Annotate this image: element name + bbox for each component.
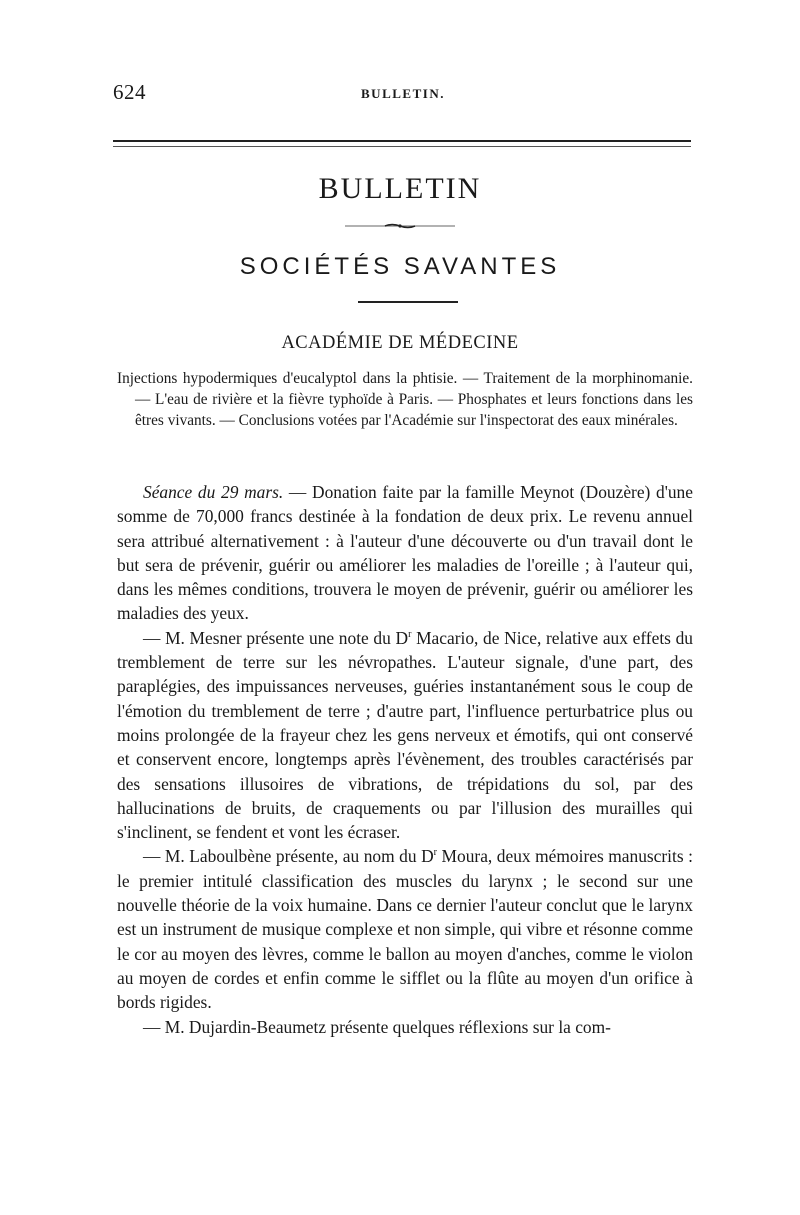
paragraph-dujardin: — M. Dujardin-Beaumetz présente quelques réflexions sur la com- <box>143 1016 611 1037</box>
paragraph-mesner <box>117 626 693 845</box>
paragraph-seance <box>117 480 693 626</box>
section-title: SOCIÉTÉS SAVANTES <box>239 253 561 280</box>
body-text <box>117 480 693 1039</box>
main-title: BULLETIN <box>318 172 482 205</box>
summary-block <box>99 368 693 431</box>
running-head <box>113 80 693 104</box>
academy-title: ACADÉMIE DE MÉDECINE <box>281 333 519 353</box>
superscript: r <box>408 628 412 640</box>
paragraph-laboulbene <box>117 844 693 1014</box>
ornament-divider <box>345 223 455 229</box>
seance-date: Séance du 29 mars. <box>143 482 284 502</box>
paragraph-1-text: — Donation faite par la famille Meynot (Douzère) d'une somme de 70,000 francs destinée à la fondation de deux prix. Le revenu annuel sera attribué alternativement : à l'auteur d'une découverte ou d'un travail dont le but sera de prévenir, guérir ou améliorer les maladies de l'oreille ; à l'auteur qui, dans les mêmes conditions, trouvera le moyen de prévenir, guérir ou améliorer les maladies des yeux. <box>117 482 693 624</box>
page-number: 624 <box>113 80 146 104</box>
section-rule <box>358 301 458 303</box>
header-rule-thick <box>113 140 691 142</box>
paragraph-2-text-b: Macario, de Nice, relative aux effets du tremblement de terre sur les névropathes. L'auteur signale, d'une part, des paraplégies, des impuissances nerveuses, guéries instantanément sous le coup de l'émotion du tremblement de terre ; d'autre part, l'influence perturbatrice plus ou moins prolongée de la frayeur chez les gens nerveux et émotifs, qui ont conservé et conservent encore, longtemps après l'évènement, des troubles caractérisés par des sensations illusoires de vibrations, de trépidations du sol, par des hallucinations de bruits, de craquements ou par l'illusion des murailles qui s'inclinent, se fendent et vont les écraser. <box>117 627 693 843</box>
superscript: r <box>433 847 437 859</box>
running-title: BULLETIN. <box>361 86 445 101</box>
header-rule-thin <box>113 146 691 147</box>
paragraph-3-text-a: — M. Laboulbène présente, au nom du D <box>143 846 434 867</box>
summary-text: Injections hypodermiques d'eucalyptol dans la phtisie. — Traitement de la morphinomanie. — L'eau de rivière et la fièvre typhoïde à Paris. — Phosphates et leurs fonctions dans les êtres vivants. — Conclusions votées par l'Académie sur l'inspectorat des eaux minérales. <box>117 370 693 429</box>
paragraph-3-text-b: Moura, deux mémoires manuscrits : le premier intitulé classification des muscles du larynx ; le second sur une nouvelle théorie de la voix humaine. Dans ce dernier l'auteur conclut que le larynx est un instrument de musique complexe et non simple, qui vibre et résonne comme le cor au moyen des lèvres, comme le ballon au moyen d'anches, comme le violon au moyen de cordes et enfin comme le sifflet ou la flûte au moyen d'un orifice à bords rigides. <box>117 846 693 1013</box>
paragraph-2-text-a: — M. Mesner présente une note du D <box>143 627 409 648</box>
